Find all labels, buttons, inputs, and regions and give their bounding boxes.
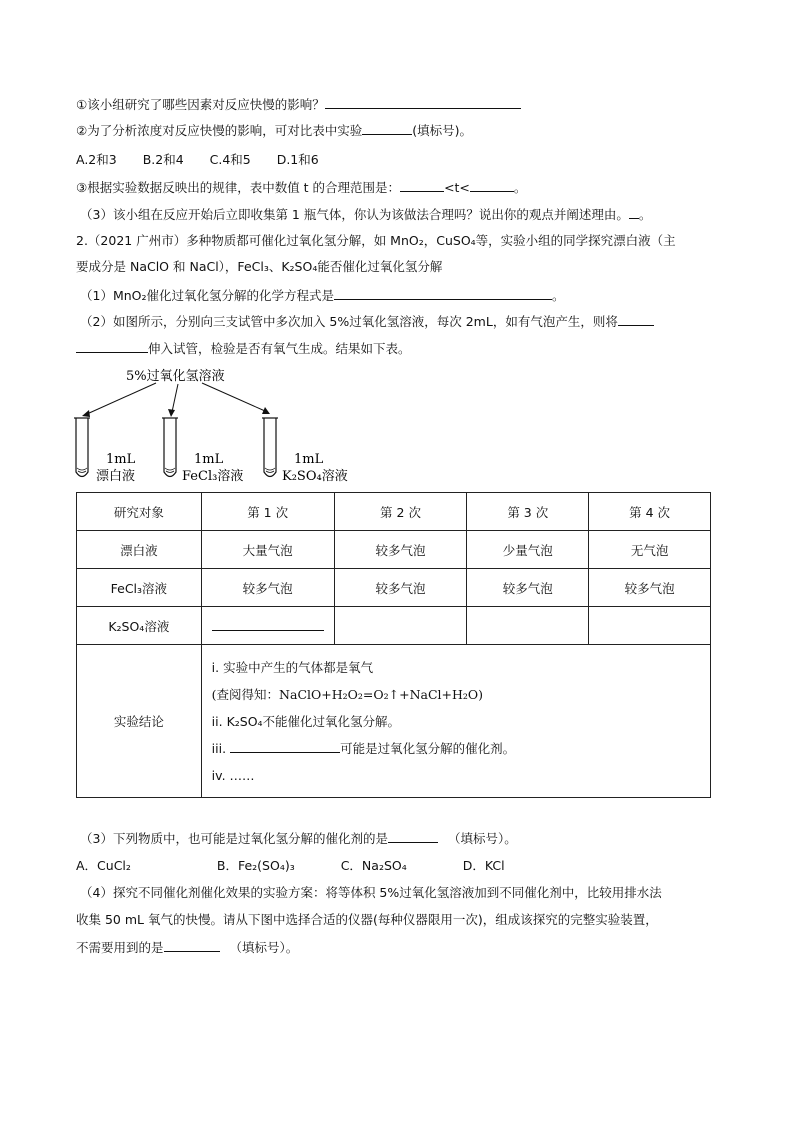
answer-blank[interactable] <box>470 178 514 192</box>
table-header-row <box>77 493 711 531</box>
table-cell <box>589 607 711 645</box>
p2-question-3-line <box>80 829 517 848</box>
question-4-suffix: 。 <box>638 207 652 222</box>
question-4-line <box>80 205 651 224</box>
p2-question-2-text: （2）如图所示，分别向三支试管中多次加入 5%过氧化氢溶液，每次 2mL，如有气泡产生，则将 <box>80 314 618 329</box>
question-2-suffix: (填标号)。 <box>412 123 472 138</box>
answer-blank[interactable] <box>212 617 324 631</box>
option-c: C．Na₂SO₄ <box>340 858 407 873</box>
conclusion-i: i. 实验中产生的气体都是氧气 <box>211 659 374 675</box>
p2-question-2-line-2 <box>76 339 411 358</box>
table-cell: 较多气泡 <box>334 531 467 569</box>
arrow-line <box>87 383 156 414</box>
answer-blank[interactable] <box>325 95 521 109</box>
option-d: D．KCl <box>462 858 505 873</box>
p2-question-3-text: （3）下列物质中，也可能是过氧化氢分解的催化剂的是 <box>80 831 388 846</box>
conclusion-label: 实验结论 <box>77 645 202 798</box>
arrow-head <box>168 409 175 417</box>
reagent-label: 5%过氧化氢溶液 <box>126 369 225 384</box>
table-header: 第 3 次 <box>467 493 589 531</box>
question-1-text: ①该小组研究了哪些因素对反应快慢的影响？ <box>76 97 325 112</box>
p2-question-4-line-2: 收集 50 mL 氧气的快慢。请从下图中选择合适的仪器(每种仪器限用一次)，组成该探究的完整实验装置， <box>76 912 658 927</box>
table-row <box>77 531 711 569</box>
option-c: C.4和5 <box>209 152 251 167</box>
table-cell <box>334 607 467 645</box>
answer-blank[interactable] <box>362 121 412 135</box>
test-tube-2 <box>162 418 178 477</box>
p2-question-1-suffix: 。 <box>552 288 565 303</box>
tube-2-name: FeCl₃溶液 <box>182 469 244 484</box>
table-cell: 较多气泡 <box>334 569 467 607</box>
p2-question-3-options <box>76 857 505 875</box>
conclusion-iv: iv. …… <box>211 767 255 783</box>
answer-blank[interactable] <box>76 339 148 353</box>
table-cell: 较多气泡 <box>201 569 334 607</box>
option-b: B.2和4 <box>142 152 184 167</box>
arrow-line <box>172 384 178 412</box>
option-a: A.2和3 <box>76 152 117 167</box>
p2-question-2-line-1 <box>80 312 654 331</box>
arrow-head <box>82 410 90 417</box>
p2-question-1-line <box>80 286 565 305</box>
inequality-text: <t< <box>444 180 470 195</box>
table-cell <box>201 607 334 645</box>
table-cell <box>467 607 589 645</box>
p2-question-4-text: 不需要用到的是 <box>76 940 164 955</box>
tube-1-name: 漂白液 <box>96 469 136 484</box>
question-4-text: （3）该小组在反应开始后立即收集第 1 瓶气体，你认为该做法合理吗？说出你的观点并阐述理由。 <box>80 207 629 222</box>
answer-blank[interactable] <box>230 739 340 753</box>
option-a: A．CuCl₂ <box>76 858 131 873</box>
question-2-options <box>76 151 319 169</box>
row-label: K₂SO₄溶液 <box>77 607 202 645</box>
p2-question-2-text-2: 伸入试管，检验是否有氧气生成。结果如下表。 <box>148 341 411 356</box>
option-d: D.1和6 <box>276 152 319 167</box>
conclusion-iii: iii. 可能是过氧化氢分解的催化剂。 <box>211 740 516 756</box>
test-tube-diagram <box>60 360 380 488</box>
test-tube-1 <box>74 418 90 477</box>
table-cell: 大量气泡 <box>201 531 334 569</box>
answer-blank[interactable] <box>334 286 552 300</box>
answer-blank[interactable] <box>629 205 639 219</box>
arrow-line <box>202 383 265 411</box>
table-header: 研究对象 <box>77 493 202 531</box>
table-header: 第 4 次 <box>589 493 711 531</box>
conclusion-row <box>77 645 711 798</box>
answer-blank[interactable] <box>388 829 438 843</box>
table-row <box>77 569 711 607</box>
table-header: 第 2 次 <box>334 493 467 531</box>
problem-2-intro-1: 2.（2021 广州市）多种物质都可催化过氧化氢分解，如 MnO₂，CuSO₄等，实验小组的同学探究漂白液（主 <box>76 233 676 248</box>
question-3-text: ③根据实验数据反映出的规律，表中数值 t 的合理范围是： <box>76 180 401 195</box>
question-3-suffix: 。 <box>513 180 527 195</box>
conclusion-cell <box>201 645 710 798</box>
row-label: 漂白液 <box>77 531 202 569</box>
p2-question-3-suffix: （填标号）。 <box>447 831 517 846</box>
p2-question-4-suffix: （填标号）。 <box>229 940 299 955</box>
conclusion-note: (查阅得知：NaClO+H₂O₂=O₂↑+NaCl+H₂O) <box>211 686 484 702</box>
tube-3-volume: 1mL <box>294 452 324 467</box>
tube-2-volume: 1mL <box>194 452 224 467</box>
question-2-line <box>76 121 472 140</box>
tube-3-name: K₂SO₄溶液 <box>282 469 348 484</box>
answer-blank[interactable] <box>618 312 654 326</box>
tube-1-volume: 1mL <box>106 452 136 467</box>
question-2-text: ②为了分析浓度对反应快慢的影响，可对比表中实验 <box>76 123 363 138</box>
conclusion-ii: ii. K₂SO₄不能催化过氧化氢分解。 <box>211 713 401 729</box>
answer-blank[interactable] <box>164 938 220 952</box>
test-tube-3 <box>262 418 278 477</box>
p2-question-4-line-1: （4）探究不同催化剂催化效果的实验方案：将等体积 5%过氧化氢溶液加到不同催化剂中，比较用排水法 <box>80 885 662 900</box>
row-label: FeCl₃溶液 <box>77 569 202 607</box>
question-1-line <box>76 95 521 114</box>
table-cell: 少量气泡 <box>467 531 589 569</box>
table-cell: 较多气泡 <box>589 569 711 607</box>
p2-question-1-text: （1）MnO₂催化过氧化氢分解的化学方程式是 <box>80 288 335 303</box>
table-cell: 较多气泡 <box>467 569 589 607</box>
table-row <box>77 607 711 645</box>
results-table <box>76 492 711 798</box>
answer-blank[interactable] <box>400 178 444 192</box>
option-b: B．Fe₂(SO₄)₃ <box>216 858 295 873</box>
question-3-line <box>76 178 526 197</box>
p2-question-4-line-3 <box>76 938 298 957</box>
problem-2-intro-2: 要成分是 NaClO 和 NaCl），FeCl₃、K₂SO₄能否催化过氧化氢分解 <box>76 259 443 274</box>
table-cell: 无气泡 <box>589 531 711 569</box>
table-header: 第 1 次 <box>201 493 334 531</box>
